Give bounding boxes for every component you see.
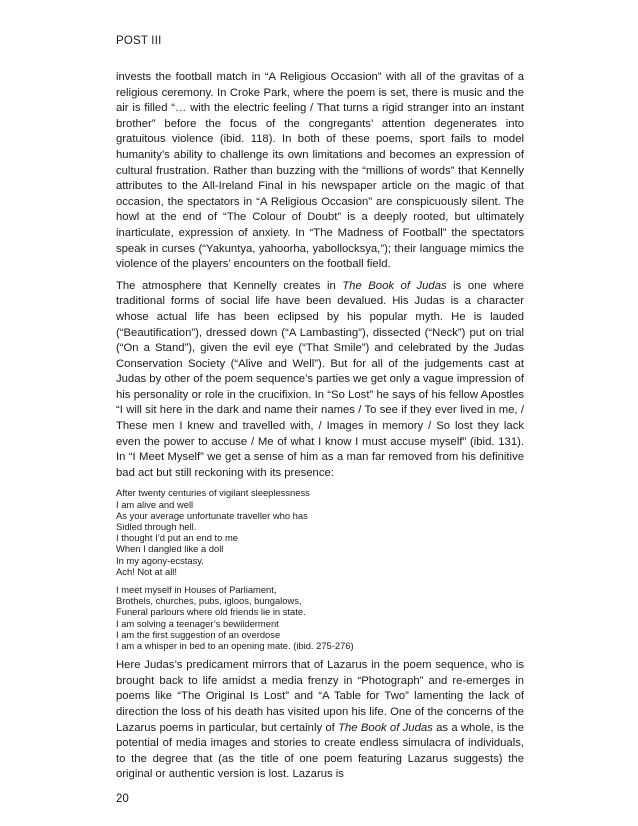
poem-line: Funeral parlours where old friends lie in state.	[116, 606, 306, 618]
paragraph-3-after: as a whole, is the potential of media images and stories to create endless simulacra of individuals, to the degree that (as the title of one poem featuring Lazarus suggests) the original or authentic version is lost. Lazarus is	[116, 721, 524, 781]
paragraph-3-before: Here Judas’s predicament mirrors that of Lazarus in the poem sequence, who is brought back to life amidst a media frenzy in “Photograph” and re-emerges in poems like “The Original Is Lost” and “A Table for Two” lamenting the lack of direction the loss of his death has visited upon his life. One of the concerns of the Lazarus poems in particular, but certainly of	[116, 659, 524, 734]
poem-line: I am the first suggestion of an overdose	[116, 628, 281, 640]
paragraph-2-book-title: The Book of Judas	[342, 279, 447, 292]
poem-stanza-1	[116, 487, 524, 577]
poem-line: In my agony-ecstasy.	[116, 554, 204, 566]
paragraph-2	[116, 279, 524, 482]
running-head: POST III	[116, 35, 162, 47]
paragraph-3-book-title: The Book of Judas	[338, 721, 433, 734]
poem-line: I am alive and well	[116, 498, 194, 510]
paragraph-2-after: is one where traditional forms of social life have been devalued. His Judas is a character whose actual life has been eclipsed by his popular myth. He is lauded (“Beautification”), dressed down (“A Lambasting”), dissected (“Neck”) put on trial (“On a Stand”), given the evil eye (“That Smile”) and celebrated by the Judas Conservation Society (“Alive and Well”). But for all of the judgements cast at Judas by other of the poem sequence’s parties we get only a vague impression of his personality or role in the crucifixion. In “So Lost” he says of his fellow Apostles “I will sit here in the dark and name their names / To see if they ever lived in me, / These men I knew and travelled with, / Images in memory / So lost they lack even the power to accuse / Me of what I know I must accuse myself” (ibid. 131). In “I Meet Myself” we get a sense of him as a man far removed from his definitive bad act but still reckoning with its presence:	[116, 279, 524, 479]
paragraph-1: invests the football match in “A Religious Occasion” with all of the gravitas of a religious ceremony. In Croke Park, where the poem is set, there is music and the air is filled “… with the electric feeling / That turns a rigid stranger into an instant brother” before the focus of the congregants’ attention degenerates into gratuitous violence (ibid. 118). In both of these poems, sport fails to model humanity’s ability to challenge its own limitations and becomes an expression of cultural frustration. Rather than buzzing with the “millions of words” that Kennelly attributes to the All-Ireland Final in his newspaper article on the magic of that occasion, the spectators in “A Religious Occasion” are conspicuously silent. The howl at the end of “The Colour of Doubt” is a deeply rooted, but ultimately inarticulate, expression of anxiety. In “The Madness of Football” the spectators speak in curses (“Yakuntya, yahoorha, yabollocksya,”); their language mimics the violence of the players’ encounters on the football field.	[116, 71, 524, 271]
body-text	[116, 70, 524, 789]
poem-line: After twenty centuries of vigilant sleeplessness	[116, 487, 310, 499]
poem-line: Brothels, churches, pubs, igloos, bungalows,	[116, 595, 302, 607]
poem-line: Sidled through hell.	[116, 521, 197, 533]
poem-line: I thought I’d put an end to me	[116, 532, 238, 544]
poem-line: I meet myself in Houses of Parliament,	[116, 584, 277, 596]
poem-line: As your average unfortunate traveller who has	[116, 509, 308, 521]
paragraph-3	[116, 658, 524, 783]
paragraph-2-before: The atmosphere that Kennelly creates in	[116, 279, 343, 292]
poem-stanza-2	[116, 584, 524, 651]
poem-line: I am a whisper in bed to an opening mate. (ibid. 275-276)	[116, 640, 354, 652]
poem-line: I am solving a teenager’s bewilderment	[116, 617, 279, 629]
poem-line: When I dangled like a doll	[116, 543, 224, 555]
page-number: 20	[116, 793, 129, 805]
poem-line: Ach! Not at all!	[116, 565, 177, 577]
